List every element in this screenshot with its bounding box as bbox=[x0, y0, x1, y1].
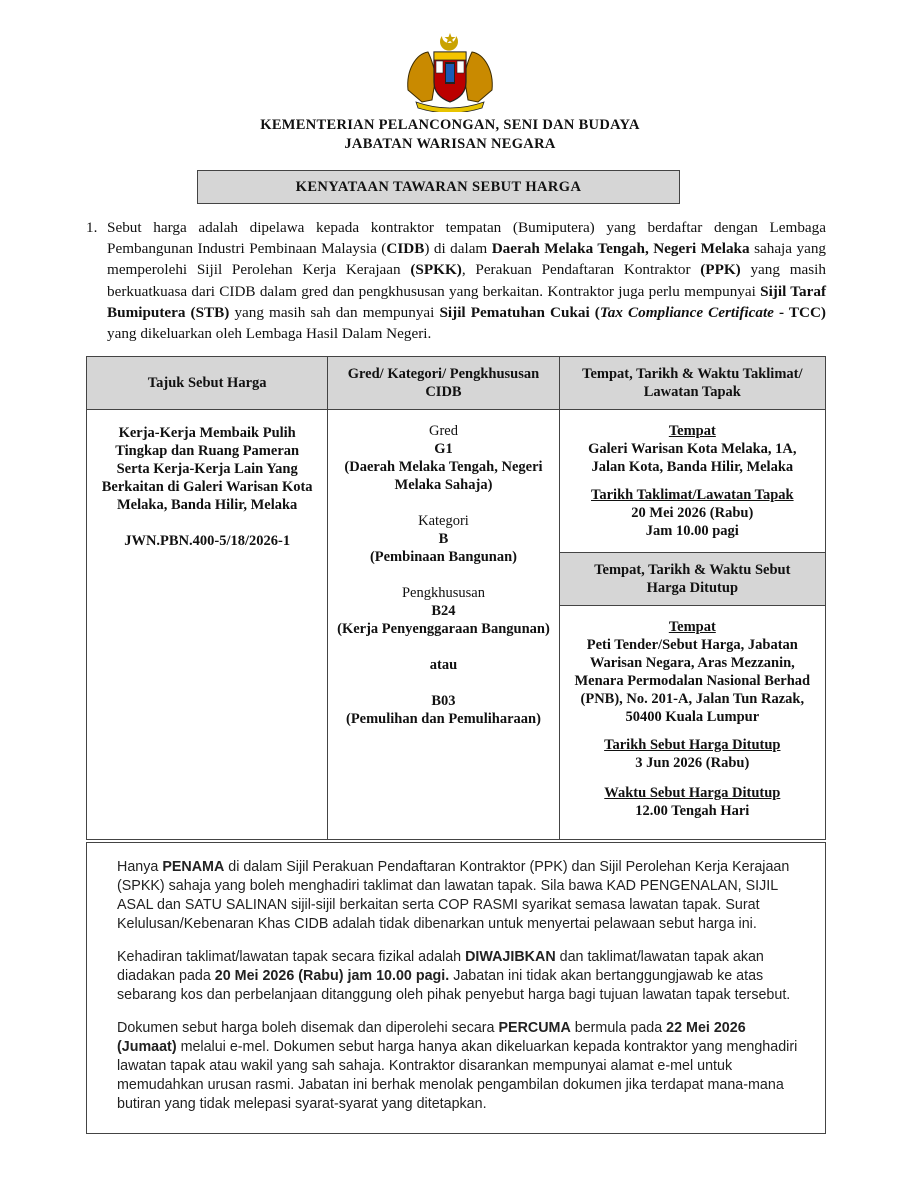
note-2-a: Kehadiran taklimat/lawatan tapak secara fizikal adalah bbox=[117, 949, 466, 965]
intro-text-7: yang dikeluarkan oleh Lembaga Hasil Dalam Negeri. bbox=[107, 325, 432, 343]
gred-label: Gred bbox=[428, 423, 458, 439]
spec2-note: (Pemulihan dan Pemuliharaan) bbox=[345, 711, 541, 727]
briefing-date-label: Tarikh Taklimat/Lawatan Tapak bbox=[591, 487, 794, 503]
coat-of-arms-icon bbox=[402, 30, 498, 112]
intro-spkk: (SPKK) bbox=[410, 261, 462, 279]
intro-text-4: , Perakuan Pendaftaran Kontraktor bbox=[461, 261, 701, 279]
intro-text-6: yang masih sah dan mempunyai bbox=[229, 303, 440, 321]
intro-cidb: CIDB bbox=[386, 240, 425, 258]
closing-place: Peti Tender/Sebut Harga, Jabatan Warisan Negara, Aras Mezzanin, Menara Permodalan Nasional Berhad (PNB), No. 201-A, Jalan Tun Razak, 50400 Kuala Lumpur bbox=[574, 637, 811, 725]
spec1-code: B24 bbox=[431, 603, 456, 619]
intro-text-1: Sebut harga adalah dipelawa kepada kontraktor tempatan (Bumiputera) yang berdaftar dengan Lembaga Pembangunan Industri Pembinaan Malaysia ( bbox=[107, 219, 826, 258]
notes-box bbox=[86, 842, 826, 1134]
pengkhususan-label: Pengkhususan bbox=[401, 585, 485, 601]
intro-text-2: ) di dalam bbox=[424, 240, 492, 258]
note-3-a: Dokumen sebut harga boleh disemak dan diperolehi secara bbox=[117, 1020, 499, 1036]
closing-time-label: Waktu Sebut Harga Ditutup bbox=[604, 785, 781, 801]
closing-header-text: Tempat, Tarikh & Waktu Sebut Harga Ditutup bbox=[594, 562, 791, 596]
note-3 bbox=[117, 1019, 801, 1114]
header-cidb: Gred/ Kategori/ Pengkhususan CIDB bbox=[328, 357, 559, 410]
page-title-text: KENYATAAN TAWARAN SEBUT HARGA bbox=[295, 178, 582, 195]
spec2-code: B03 bbox=[431, 693, 456, 709]
atau-text: atau bbox=[429, 657, 458, 673]
intro-number: 1. bbox=[86, 219, 98, 236]
table-row bbox=[87, 410, 826, 840]
kategori-value: B bbox=[438, 531, 449, 547]
intro-tcc-1: Sijil Pematuhan Cukai ( bbox=[439, 303, 600, 321]
header-briefing: Tempat, Tarikh & Waktu Taklimat/ Lawatan Tapak bbox=[559, 357, 825, 410]
kategori-note: (Pembinaan Bangunan) bbox=[369, 549, 517, 565]
note-2-date: 20 Mei 2026 (Rabu) jam 10.00 pagi. bbox=[214, 968, 450, 984]
intro-tcc-italic: Tax Compliance Certificate bbox=[599, 303, 774, 321]
page-title bbox=[197, 170, 680, 204]
closing-date-label: Tarikh Sebut Harga Ditutup bbox=[604, 737, 781, 753]
intro-ppk: (PPK) bbox=[700, 261, 741, 279]
briefing-block bbox=[560, 410, 825, 552]
cell-title bbox=[87, 410, 328, 840]
briefing-date: 20 Mei 2026 (Rabu) bbox=[631, 505, 754, 521]
note-1-a: Hanya bbox=[117, 859, 163, 875]
intro-paragraph bbox=[86, 217, 826, 344]
intro-tcc-2: - TCC) bbox=[773, 303, 826, 321]
header-title: Tajuk Sebut Harga bbox=[87, 357, 328, 410]
note-2-c: dan taklimat/lawatan tapak akan diadakan pada bbox=[117, 949, 764, 984]
note-2-e: Jabatan ini tidak akan bertanggungjawab ke atas sebarang kos dan perbelanjaan ditanggung oleh pihak penyebut harga bagi tujuan lawatan tapak tersebut. bbox=[117, 968, 791, 1003]
note-1-c: di dalam Sijil Perakuan Pendaftaran Kontraktor (PPK) dan Sijil Perolehan Kerja Kerajaan (SPKK) sahaja yang boleh menghadiri taklimat dan lawatan tapak. Sila bawa KAD PENGENALAN, SIJIL ASAL dan SATU SALINAN sijil-sijil berkaitan serta COP RASMI syarikat semasa lawatan tapak. Surat Kelulusan/Kebenaran Khas CIDB adalah tidak dibenarkan untuk menyertai pelawaan sebut harga ini. bbox=[117, 859, 790, 932]
spec1-note: (Kerja Penyenggaraan Bangunan) bbox=[337, 621, 550, 637]
cell-cidb bbox=[328, 410, 559, 840]
intro-stb: Sijil Taraf Bumiputera (STB) bbox=[107, 282, 827, 321]
briefing-place-label: Tempat bbox=[668, 423, 716, 439]
department-name: JABATAN WARISAN NEGARA bbox=[344, 136, 556, 152]
closing-date: 3 Jun 2026 (Rabu) bbox=[635, 755, 750, 771]
briefing-place: Galeri Warisan Kota Melaka, 1A, Jalan Kota, Banda Hilir, Melaka bbox=[588, 441, 797, 475]
table-header-row bbox=[87, 357, 826, 410]
kategori-label: Kategori bbox=[418, 513, 469, 529]
gred-note: (Daerah Melaka Tengah, Negeri Melaka Sahaja) bbox=[344, 459, 543, 493]
note-3-date: 22 Mei 2026 (Jumaat) bbox=[117, 1020, 746, 1055]
closing-block bbox=[560, 606, 825, 820]
note-1 bbox=[117, 858, 801, 934]
intro-text bbox=[107, 217, 826, 344]
closing-time: 12.00 Tengah Hari bbox=[635, 803, 750, 819]
quotation-table bbox=[86, 356, 826, 840]
briefing-time: Jam 10.00 pagi bbox=[645, 523, 739, 539]
note-1-penama: PENAMA bbox=[162, 859, 225, 875]
cell-venue bbox=[559, 410, 825, 840]
closing-header bbox=[560, 552, 825, 606]
note-3-percuma: PERCUMA bbox=[498, 1020, 571, 1036]
note-3-c: bermula pada bbox=[570, 1020, 667, 1036]
closing-place-label: Tempat bbox=[668, 619, 716, 635]
note-2-diwajibkan: DIWAJIBKAN bbox=[465, 949, 556, 965]
intro-text-5: yang masih berkuatkuasa dari CIDB dalam gred dan pengkhususan yang berkaitan. Kontraktor juga perlu mempunyai bbox=[107, 261, 826, 300]
note-2 bbox=[117, 948, 801, 1005]
intro-area: Daerah Melaka Tengah, Negeri Melaka bbox=[491, 240, 750, 258]
reference-number: JWN.PBN.400-5/18/2026-1 bbox=[124, 533, 291, 549]
intro-text-3: sahaja yang memperolehi Sijil Perolehan Kerja Kerajaan bbox=[107, 240, 827, 279]
note-3-e: melalui e-mel. Dokumen sebut harga hanya akan dikeluarkan kepada kontraktor yang menghadiri lawatan tapak atau wakil yang sah sahaja. Kontraktor disarankan mempunyai alamat e-mel untuk memudahkan urusan rasmi. Jabatan ini berhak menolak pengambilan dokumen jika terdapat mana-mana butiran yang tidak melepasi syarat-syarat yang ditetapkan. bbox=[117, 1039, 798, 1112]
ministry-name: KEMENTERIAN PELANCONGAN, SENI DAN BUDAYA bbox=[260, 117, 640, 133]
quotation-title: Kerja-Kerja Membaik Pulih Tingkap dan Ruang Pameran Serta Kerja-Kerja Lain Yang Berkaitan di Galeri Warisan Kota Melaka, Banda Hilir, Melaka bbox=[101, 425, 313, 513]
gred-value: G1 bbox=[434, 441, 453, 457]
